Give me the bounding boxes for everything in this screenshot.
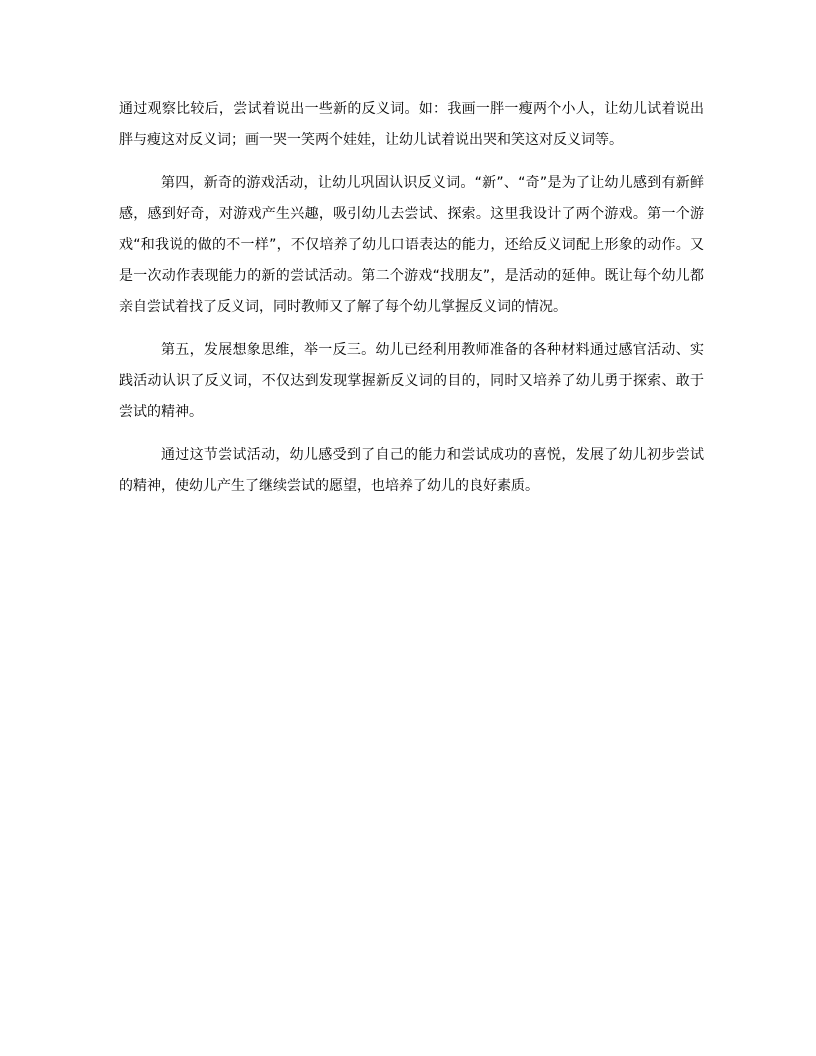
paragraph-observation: 通过观察比较后，尝试着说出一些新的反义词。如：我画一胖一瘦两个小人，让幼儿试着说出胖与瘦这对反义词；画一哭一笑两个娃娃，让幼儿试着说出哭和笑这对反义词等。	[119, 101, 704, 148]
document-body	[119, 94, 704, 502]
paragraph-fourth-point: 第四，新奇的游戏活动，让幼儿巩固认识反义词。“新”、“奇”是为了让幼儿感到有新鲜感，感到好奇，对游戏产生兴趣，吸引幼儿去尝试、探索。这里我设计了两个游戏。第一个游戏“和我说的做的不一样”，不仅培养了幼儿口语表达的能力，还给反义词配上形象的动作。又是一次动作表现能力的新的尝试活动。第二个游戏“找朋友”，是活动的延伸。既让每个幼儿都亲自尝试着找了反义词，同时教师又了解了每个幼儿掌握反义词的情况。	[119, 175, 704, 315]
paragraph-conclusion: 通过这节尝试活动，幼儿感受到了自己的能力和尝试成功的喜悦，发展了幼儿初步尝试的精神，使幼儿产生了继续尝试的愿望，也培养了幼儿的良好素质。	[119, 447, 704, 494]
paragraph-fifth-point: 第五，发展想象思维，举一反三。幼儿已经利用教师准备的各种材料通过感官活动、实践活动认识了反义词，不仅达到发现掌握新反义词的目的，同时又培养了幼儿勇于探索、敢于尝试的精神。	[119, 342, 704, 420]
